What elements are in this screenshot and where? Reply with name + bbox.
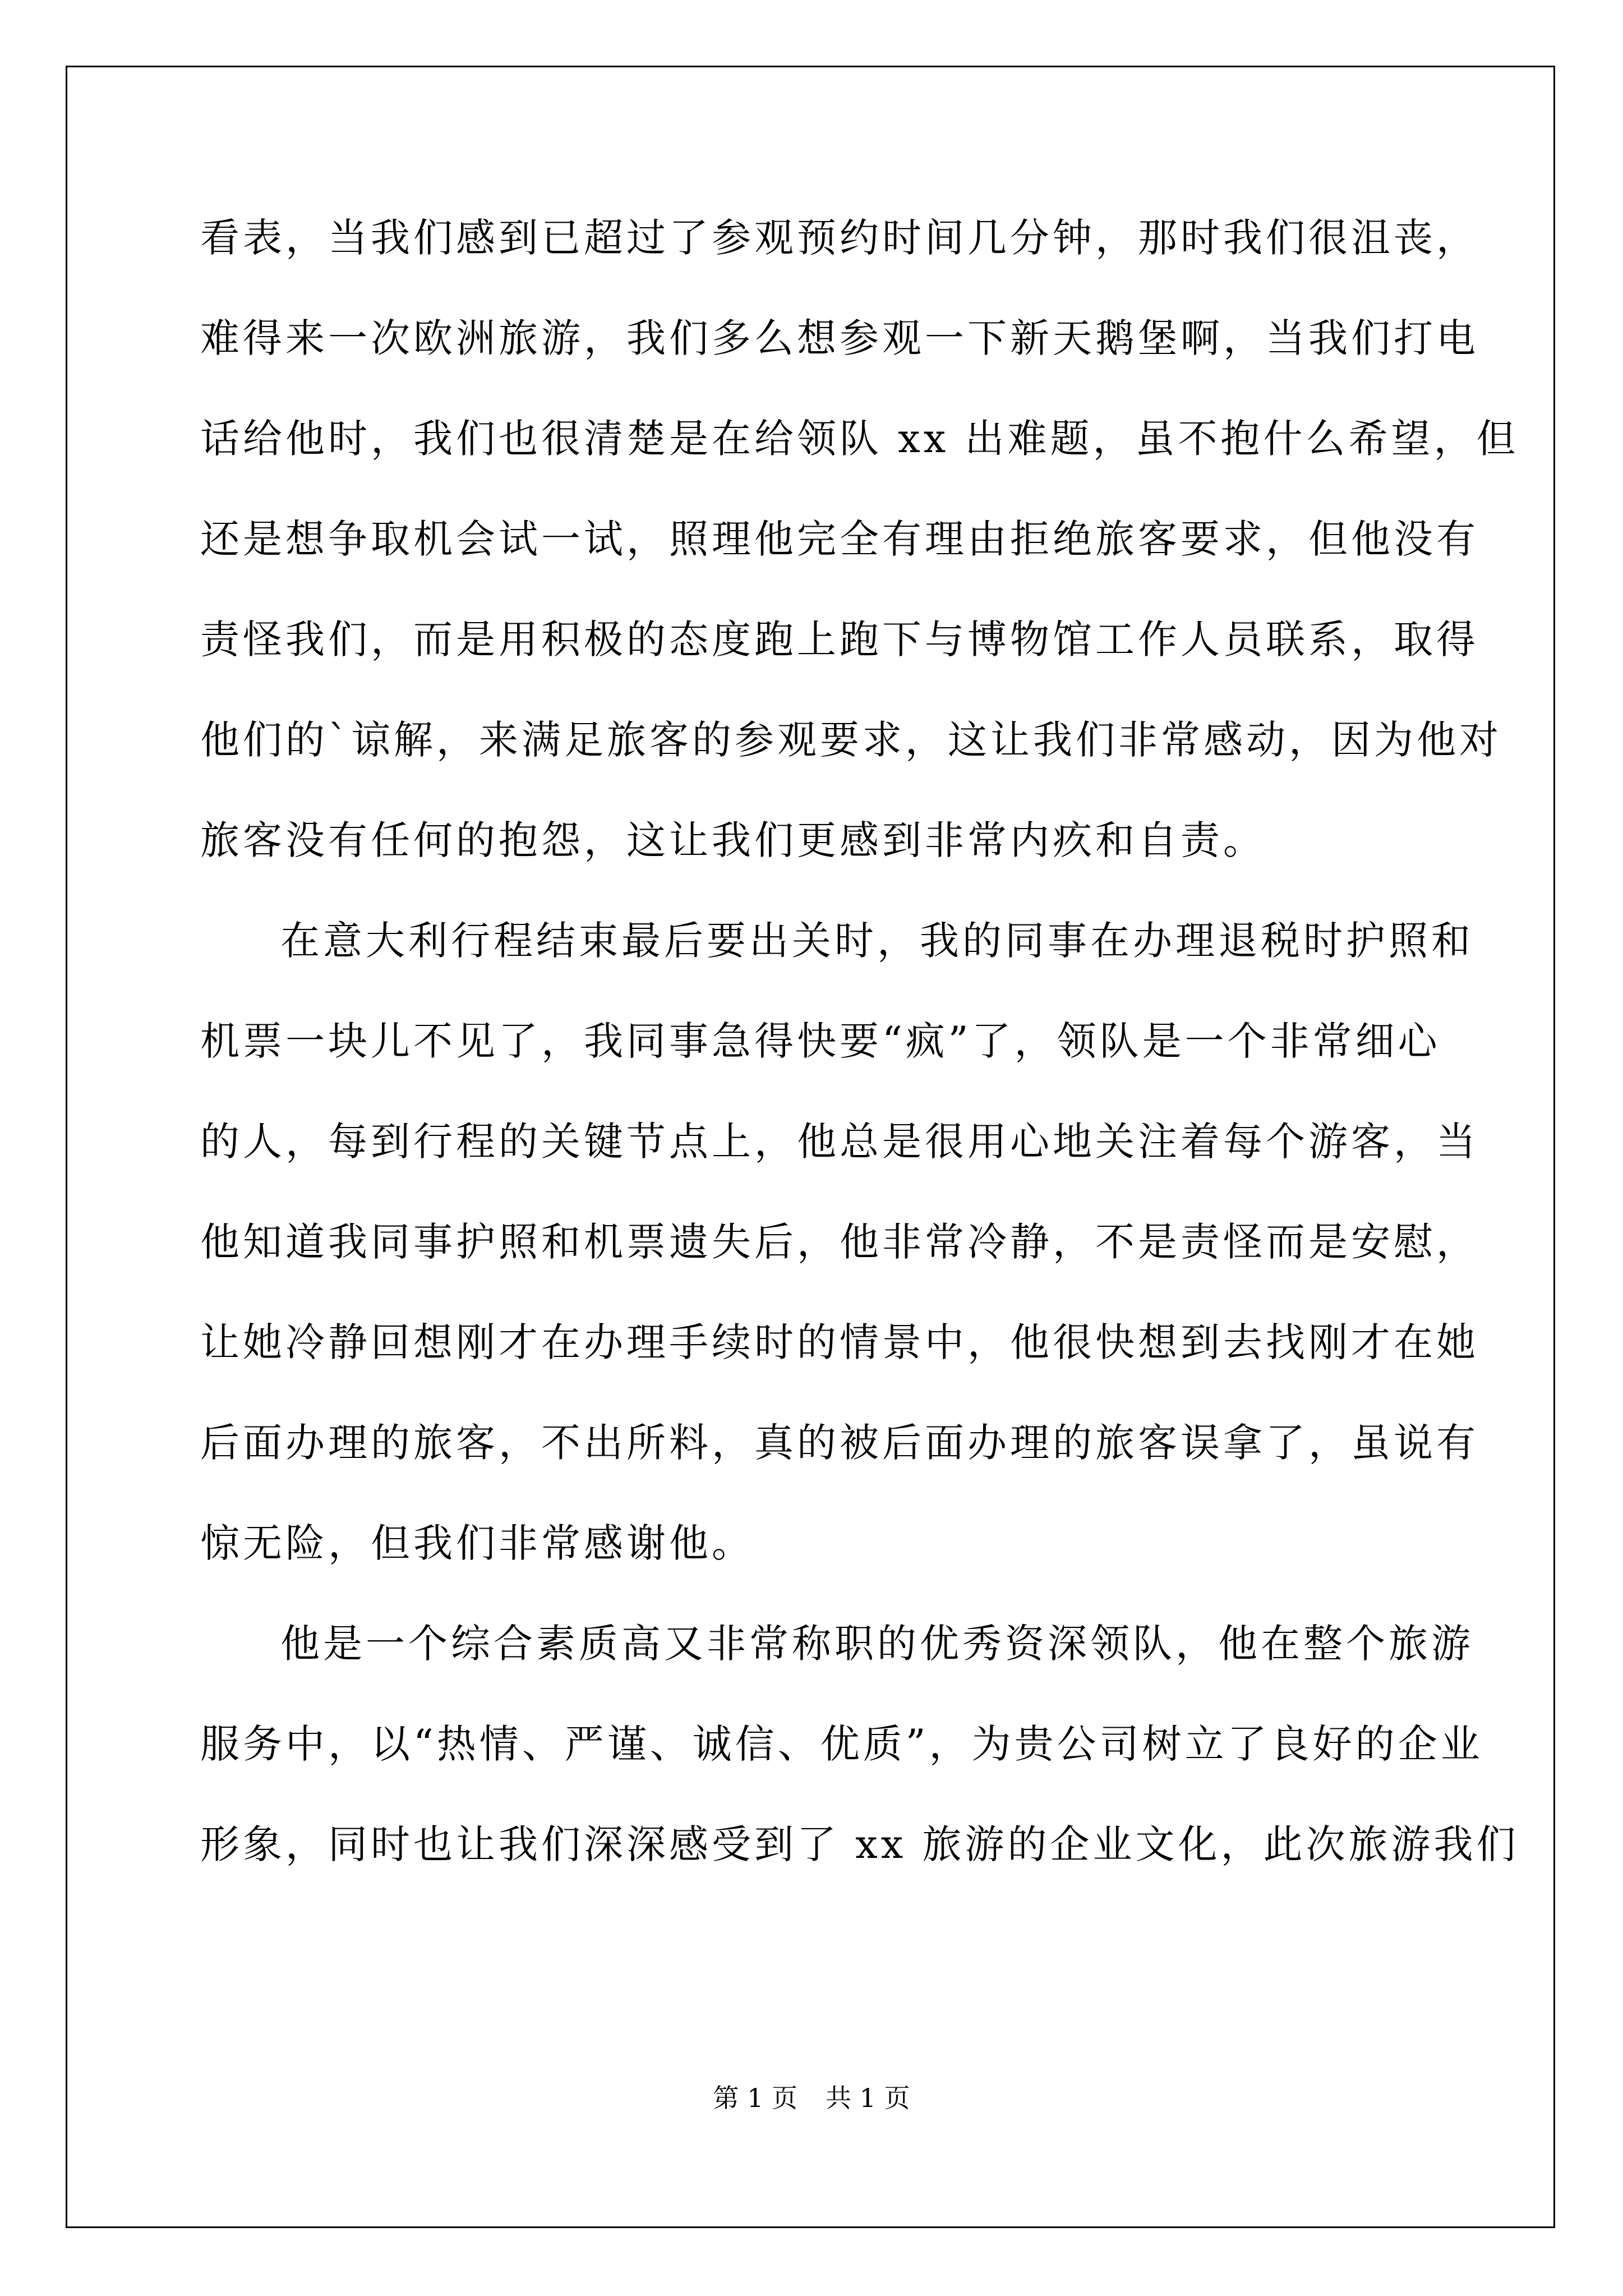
- text-line: 机票一块儿不见了，我同事急得快要“疯”了，领队是一个非常细心: [200, 1018, 1441, 1064]
- text-line: 难得来一次欧洲旅游，我们多么想参观一下新天鹅堡啊，当我们打电: [200, 315, 1479, 361]
- page-footer: [0, 2081, 1623, 2115]
- text-line: 他们的`谅解，来满足旅客的参观要求，这让我们非常感动，因为他对: [200, 717, 1502, 763]
- text-line: 形象，同时也让我们深深感受到了 xx 旅游的企业文化，此次旅游我们: [200, 1821, 1519, 1867]
- text-line: 还是想争取机会试一试，照理他完全有理由拒绝旅客要求，但他没有: [200, 516, 1479, 562]
- text-line: 让她冷静回想刚才在办理手续时的情景中，他很快想到去找刚才在她: [200, 1319, 1479, 1365]
- text-line: 旅客没有任何的抱怨，这让我们更感到非常内疚和自责。: [200, 817, 1266, 863]
- text-line: 惊无险，但我们非常感谢他。: [200, 1520, 754, 1566]
- text-line: 他知道我同事护照和机票遗失后，他非常冷静，不是责怪而是安慰，: [200, 1219, 1479, 1265]
- text-line: 的人，每到行程的关键节点上，他总是很用心地关注着每个游客，当: [200, 1119, 1479, 1165]
- text-line: 后面办理的旅客，不出所料，真的被后面办理的旅客误拿了，虽说有: [200, 1420, 1479, 1466]
- text-line: 服务中，以“热情、严谨、诚信、优质”，为贵公司树立了良好的企业: [200, 1721, 1483, 1767]
- page-number: 第 1 页: [713, 2083, 797, 2113]
- text-line: 话给他时，我们也很清楚是在给领队 xx 出难题，虽不抱什么希望，但: [200, 416, 1519, 462]
- text-line: 责怪我们，而是用积极的态度跑上跑下与博物馆工作人员联系，取得: [200, 616, 1479, 662]
- paragraph-first-line: 他是一个综合素质高又非常称职的优秀资深领队，他在整个旅游: [280, 1621, 1474, 1667]
- paragraph-first-line: 在意大利行程结束最后要出关时，我的同事在办理退税时护照和: [280, 918, 1474, 964]
- page-total: 共 1 页: [826, 2083, 910, 2113]
- text-line: 看表，当我们感到已超过了参观预约时间几分钟，那时我们很沮丧，: [200, 215, 1479, 261]
